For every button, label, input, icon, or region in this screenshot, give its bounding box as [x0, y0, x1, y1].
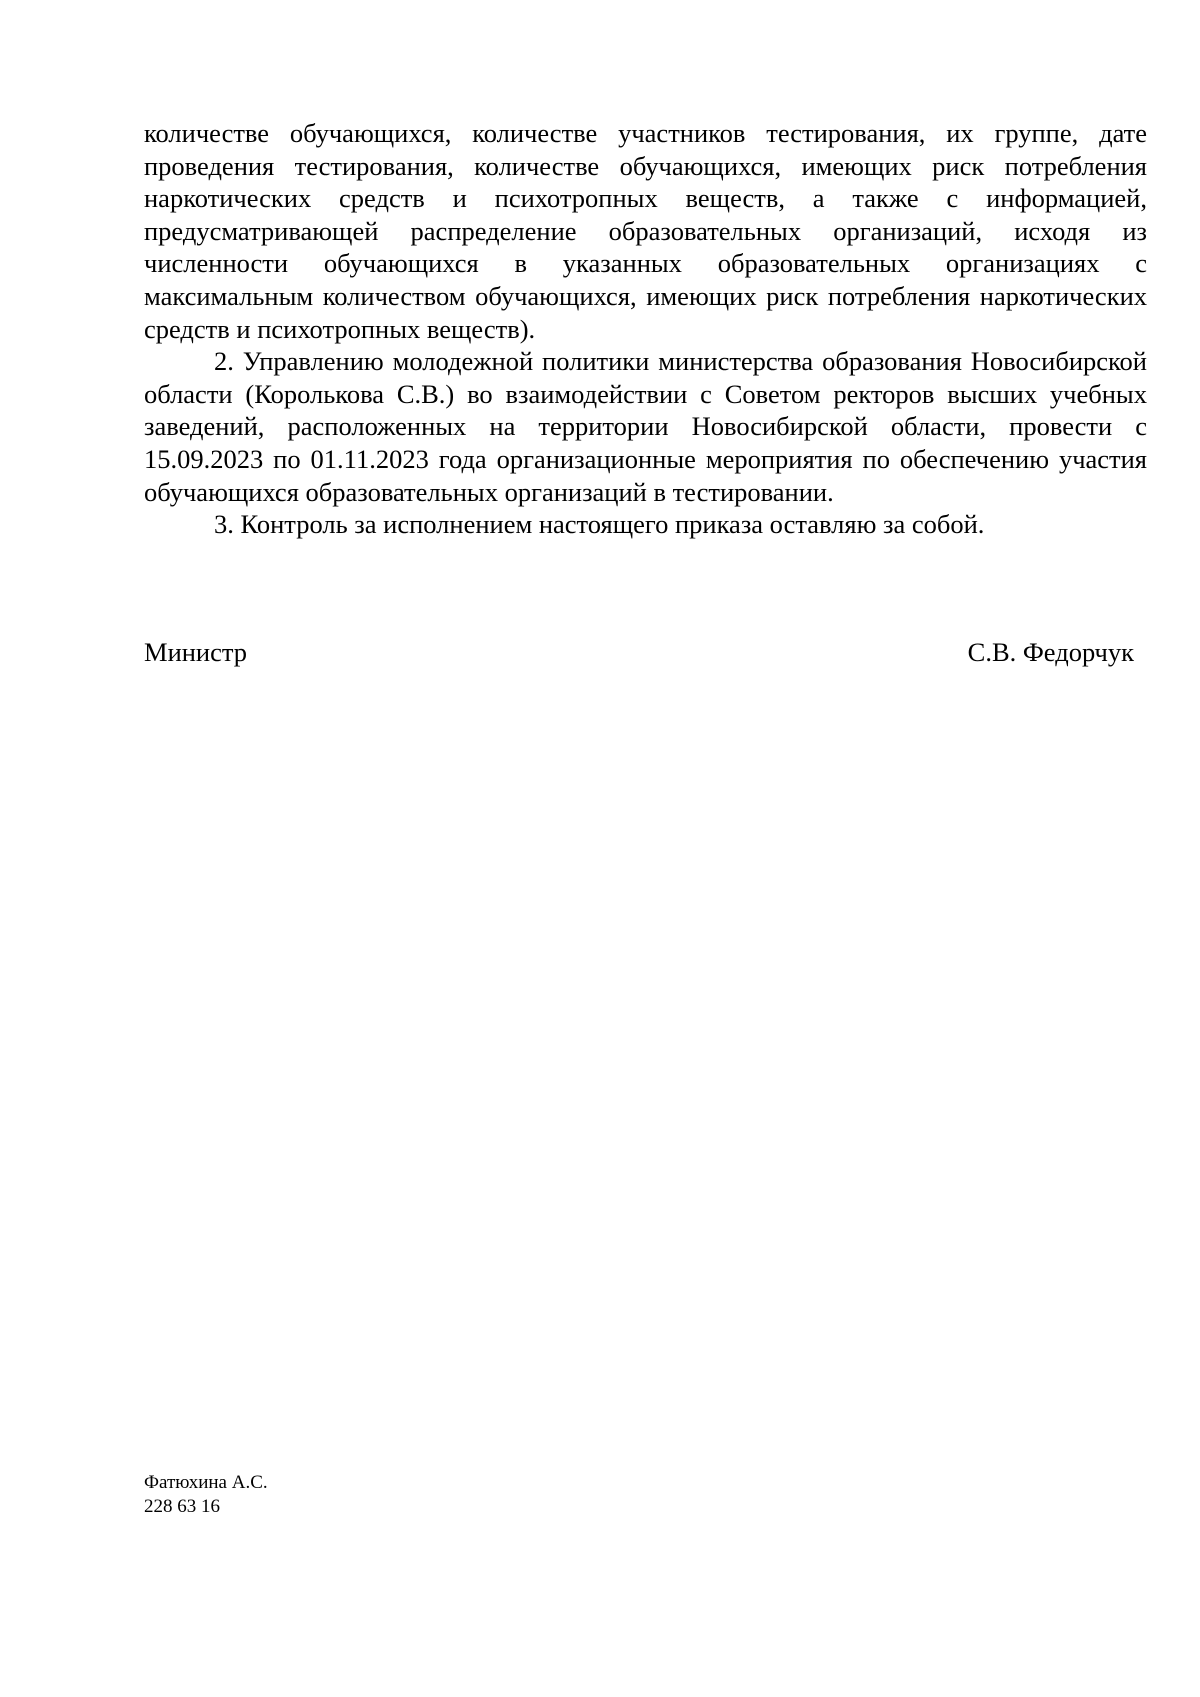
executor-block	[144, 1471, 268, 1519]
paragraph-continuation: количестве обучающихся, количестве участников тестирования, их группе, дате проведения тестирования, количестве обучающихся, имеющих риск потребления наркотических средств и психотропных веществ, а также с информацией, предусматривающей распределение образовательных организаций, исходя из численности обучающихся в указанных образовательных организациях с максимальным количеством обучающихся, имеющих риск потребления наркотических средств и психотропных веществ).	[144, 118, 1147, 344]
executor-name: Фатюхина А.С.	[144, 1472, 268, 1493]
document-body	[144, 117, 1147, 541]
paragraph-item-3: 3. Контроль за исполнением настоящего приказа оставляю за собой.	[214, 509, 985, 540]
signatory-position: Министр	[144, 637, 248, 667]
executor-phone: 228 63 16	[144, 1496, 220, 1517]
signatory-name: С.В. Федорчук	[967, 637, 1134, 667]
paragraph-item-2: 2. Управлению молодежной политики министерства образования Новосибирской области (Королькова С.В.) во взаимодействии с Советом ректоров высших учебных заведений, расположенных на территории Новосибирской области, провести с 15.09.2023 по 01.11.2023 года организационные мероприятия по обеспечению участия обучающихся образовательных организаций в тестировании.	[144, 346, 1147, 507]
